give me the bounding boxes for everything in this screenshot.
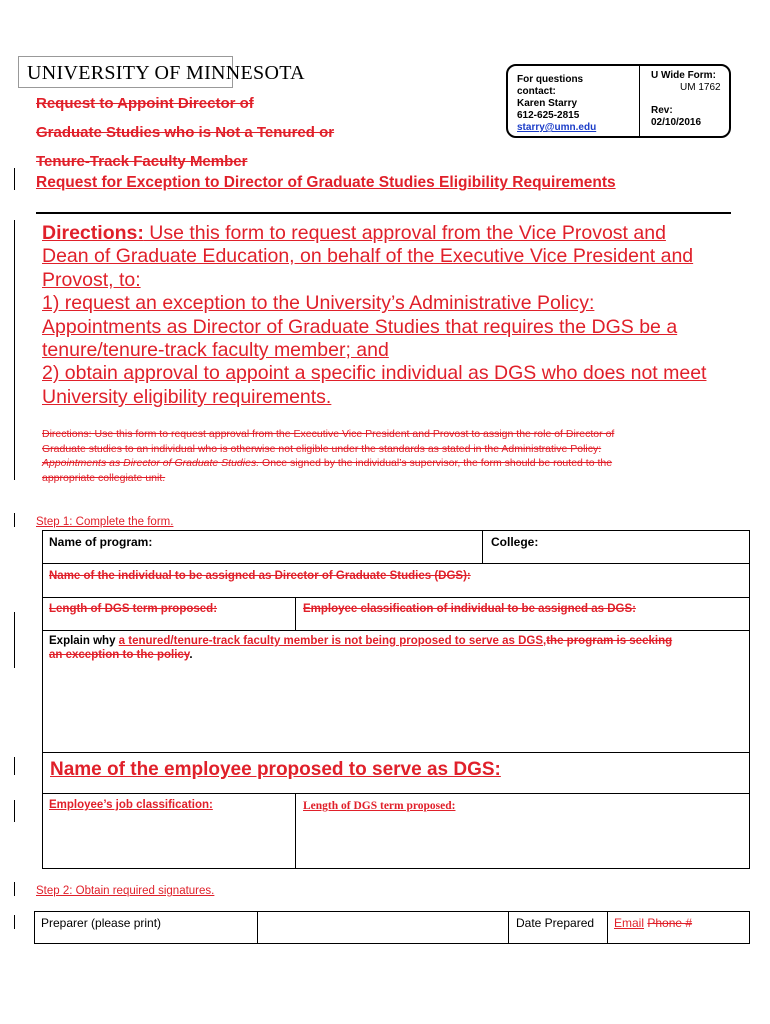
change-bar (14, 915, 15, 929)
term-field-old[interactable] (42, 597, 296, 631)
term-label: Length of DGS term proposed: (303, 800, 456, 812)
form-info (651, 70, 731, 129)
old-title-line-1: Request to Appoint Director of (36, 95, 254, 112)
preparer-name-input[interactable] (257, 911, 509, 944)
individual-name-field[interactable] (42, 563, 750, 598)
explain-prefix: Explain why (49, 635, 119, 647)
term-label-old: Length of DGS term proposed: (49, 603, 218, 615)
date-prepared-field[interactable] (508, 911, 608, 944)
directions-line: 1) request an exception to the University’s Administrative Policy: (42, 292, 595, 315)
step-2-label: Step 2: Obtain required signatures. (36, 885, 215, 897)
change-bar (14, 800, 15, 822)
old-directions-policy: Appointments as Director of Graduate Studies. (42, 457, 260, 470)
divider (36, 212, 731, 214)
term-field[interactable] (295, 793, 750, 869)
email-label-text: Email (614, 916, 645, 930)
contact-label: For questions (517, 74, 584, 85)
old-title-line-3: Tenure-Track Faculty Member (36, 153, 248, 170)
old-directions-line: Directions: Use this form to request approval from the Executive Vice President and Provost to assign the role of Director of (42, 428, 615, 440)
old-directions-line: Once signed by the individual’s supervisor, the form should be routed to the (259, 457, 613, 470)
contact-phone: 612-625-2815 (517, 110, 580, 121)
directions-line: tenure/tenure-track faculty member; and (42, 339, 389, 362)
change-bar (14, 612, 15, 668)
explain-comma: , (543, 635, 547, 647)
old-title-line-2: Graduate Studies who is Not a Tenured or (36, 124, 335, 141)
contact-box (506, 64, 731, 138)
university-logo: UNIVERSITY OF MINNESOTA (18, 56, 233, 88)
change-bar (14, 882, 15, 896)
contact-name: Karen Starry (517, 98, 578, 109)
change-bar (14, 168, 15, 190)
explain-struck: the program is seeking (546, 635, 673, 647)
email-field[interactable] (607, 911, 750, 944)
explain-field[interactable] (42, 630, 750, 753)
page-title: Request for Exception to Director of Graduate Studies Eligibility Requirements (36, 174, 616, 191)
step-1-label: Step 1: Complete the form. (36, 516, 174, 528)
explain-struck: an exception to the policy (49, 649, 190, 661)
job-classification-field[interactable] (42, 793, 296, 869)
old-directions-text (42, 427, 742, 485)
classification-label-old: Employee classification of individual to be assigned as DGS: (303, 603, 636, 615)
college-label: College: (491, 535, 539, 549)
directions-line: Use this form to request approval from the Vice Provost and (143, 222, 666, 244)
old-directions-line: Graduate studies to an individual who is otherwise not eligible under the standards as stated in the Administrative Policy: (42, 442, 602, 455)
explain-label (49, 634, 739, 662)
change-bar (14, 513, 15, 527)
preparer-field[interactable] (34, 911, 258, 944)
individual-name-label: Name of the individual to be assigned as Director of Graduate Studies (DGS): (49, 570, 471, 582)
directions-line: Appointments as Director of Graduate Studies that requires the DGS be a (42, 315, 678, 338)
employee-name-label: Name of the employee proposed to serve as DGS: (50, 759, 501, 780)
employee-name-field[interactable] (42, 752, 750, 794)
contact-email-link[interactable]: starry@umn.edu (517, 122, 597, 133)
program-field[interactable] (42, 530, 483, 564)
directions-text (42, 222, 742, 409)
old-directions-line: appropriate collegiate unit. (42, 471, 166, 484)
contact-label: contact: (517, 86, 556, 97)
classification-field-old[interactable] (295, 597, 750, 631)
phone-label-struck: Phone # (647, 916, 693, 930)
divider (639, 66, 640, 136)
change-bar (14, 220, 15, 480)
rev-label: Rev: (651, 105, 673, 116)
directions-line: University eligibility requirements. (42, 385, 332, 408)
program-label: Name of program: (49, 535, 153, 549)
form-number: UM 1762 (680, 82, 721, 93)
form-label: U Wide Form: (651, 70, 716, 81)
job-classification-label: Employee’s job classification: (49, 799, 213, 811)
date-prepared-label: Date Prepared (516, 916, 595, 930)
directions-line: Provost, to: (42, 268, 141, 291)
college-field[interactable] (482, 530, 750, 564)
explain-period: . (189, 649, 193, 661)
directions-line: Dean of Graduate Education, on behalf of the Executive Vice President and (42, 245, 694, 268)
contact-info (517, 74, 627, 134)
email-label (614, 916, 692, 930)
change-bar (14, 757, 15, 775)
directions-heading: Directions: (42, 222, 144, 244)
explain-inserted: a tenured/tenure-track faculty member is not being proposed to serve as DGS (118, 635, 544, 647)
rev-date: 02/10/2016 (651, 117, 702, 128)
preparer-label: Preparer (please print) (41, 916, 162, 930)
directions-line: 2) obtain approval to appoint a specific individual as DGS who does not meet (42, 362, 707, 385)
